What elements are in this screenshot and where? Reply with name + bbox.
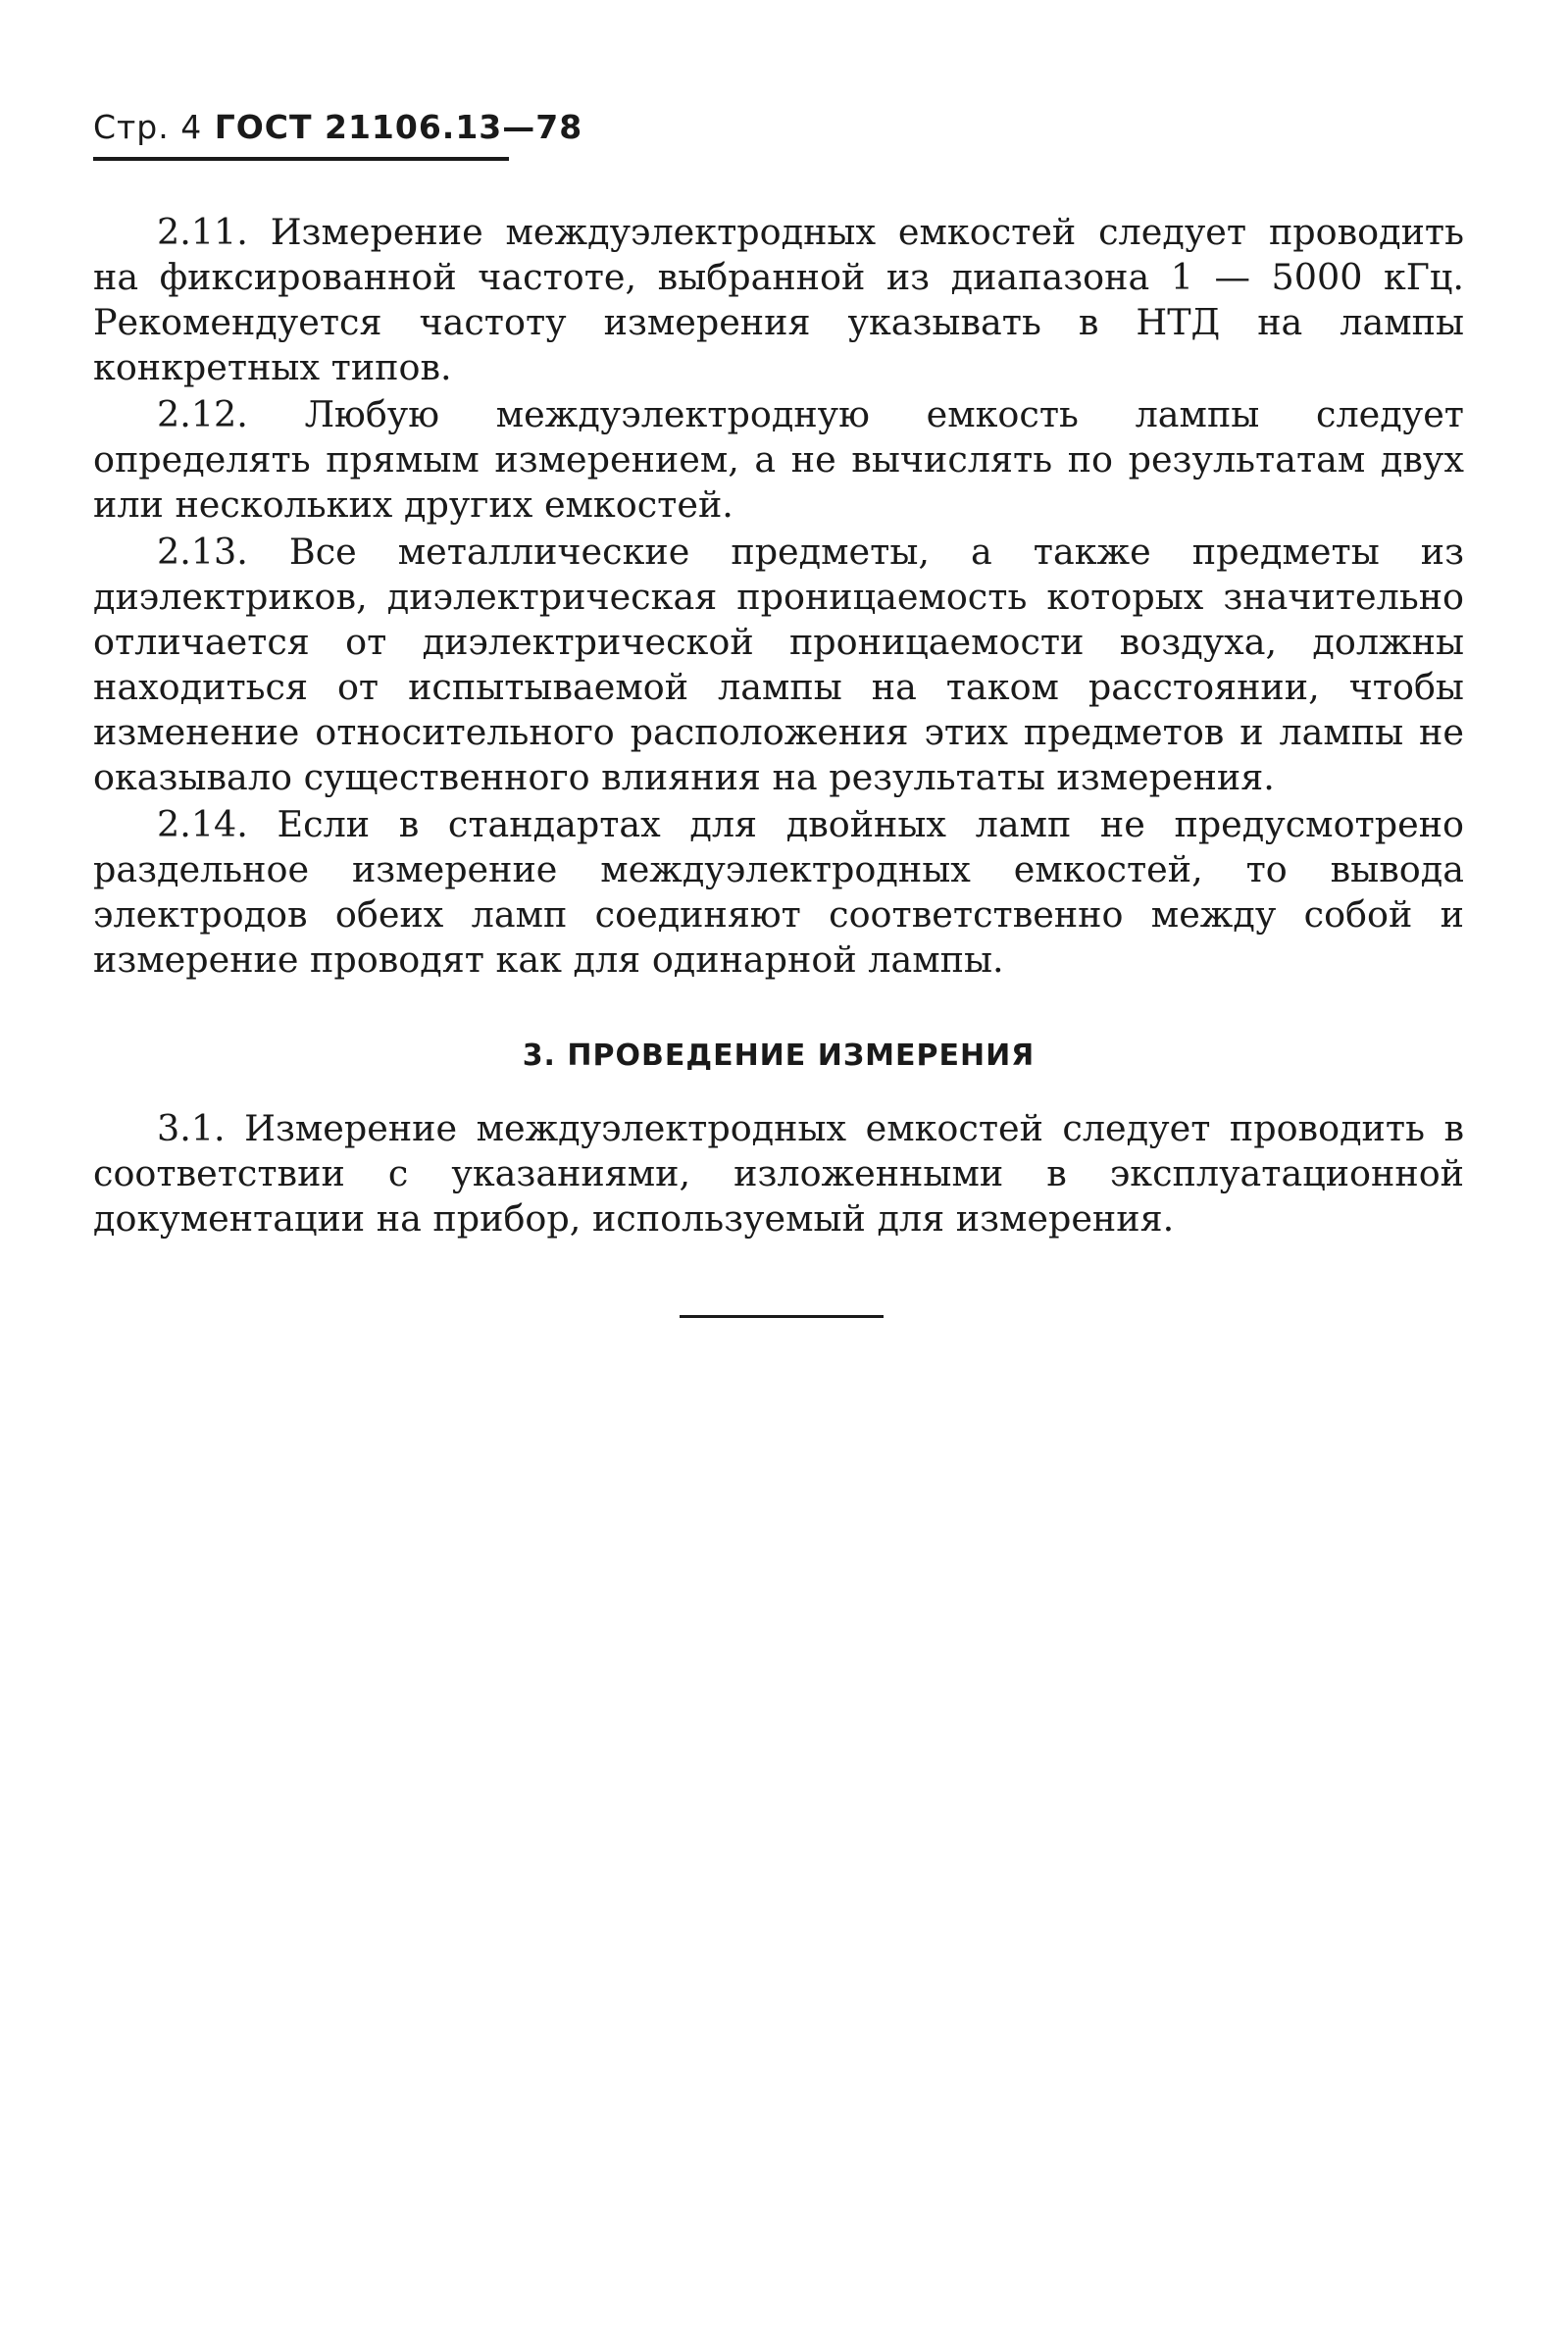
end-of-text-rule: [680, 1315, 884, 1318]
paragraph-3-1: 3.1. Измерение междуэлектродных емкостей следует проводить в соответствии с указаниями, изложенными в эксплуатационной документации на прибор, используемый для измерения.: [93, 1107, 1464, 1240]
paragraph-2-13: 2.13. Все металлические предметы, а также предметы из диэлектриков, диэлектрическая проницаемость которых значительно отличается от диэлектрической проницаемости воздуха, должны находиться от испытываемой лампы на таком расстоянии, чтобы изменение относительного расположения этих предметов и лампы не оказывало существенного влияния на результаты измерения.: [93, 531, 1464, 798]
standard-designation: ГОСТ 21106.13—78: [214, 108, 583, 146]
paragraph-2-12: 2.12. Любую междуэлектродную емкость лампы следует определять прямым измерением, а не вычислять по результатам двух или нескольких других емкостей.: [93, 393, 1464, 526]
paragraph-2-14: 2.14. Если в стандартах для двойных ламп не предусмотрено раздельное измерение междуэлектродных емкостей, то вывода электродов обеих ламп соединяют соответственно между собой и измерение проводят как для одинарной лампы.: [93, 803, 1464, 981]
header-underline: [93, 157, 509, 161]
paragraph-2-11: 2.11. Измерение междуэлектродных емкостей следует проводить на фиксированной частоте, выбранной из диапазона 1 — 5000 кГц. Рекомендуется частоту измерения указывать в НТД на лампы конкретных типов.: [93, 211, 1464, 388]
page-number-label: Стр. 4: [93, 108, 203, 146]
section-3-heading: 3. ПРОВЕДЕНИЕ ИЗМЕРЕНИЯ: [522, 1039, 1036, 1073]
document-body: [93, 210, 1464, 1243]
page-header: [93, 108, 582, 146]
